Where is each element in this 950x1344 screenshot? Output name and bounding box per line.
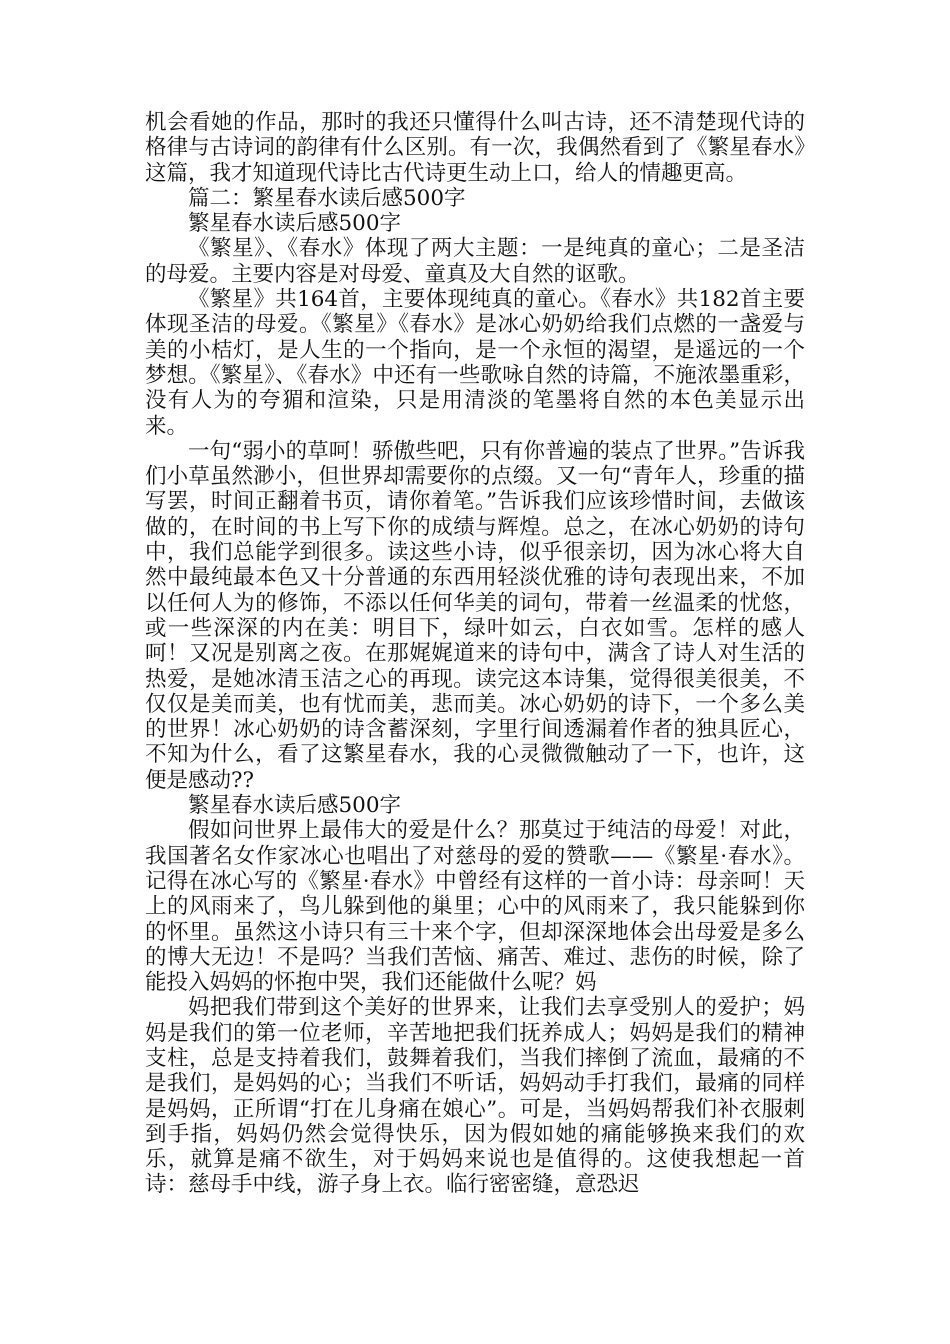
paragraph-mother-love: 假如问世界上最伟大的爱是什么？那莫过于纯洁的母爱！对此，我国著名女作家冰心也唱出了对慈母的爱的赞歌——《繁星·春水》。记得在冰心写的《繁星·春水》中曾经有这样的一首小诗：母亲呵！天上的风雨来了，鸟儿躲到他的巢里；心中的风雨来了，我只能躲到你的怀里。虽然这小诗只有三十来个字，但却深深地体会出母爱是多么的博大无边！不是吗？当我们苦恼、痛苦、难过、悲伤的时候，除了能投入妈妈的怀抱中哭，我们还能做什么呢？妈 — [145, 818, 805, 996]
paragraph-poem-counts: 《繁星》共164首，主要体现纯真的童心。《春水》共182首主要体现圣洁的母爱。《繁星》《春水》是冰心奶奶给我们点燃的一盏爱与美的小桔灯，是人生的一个指向，是一个永恒的渴望，是遥远的一个梦想。《繁星》、《春水》中还有一些歌咏自然的诗篇，不施浓墨重彩，没有人为的夸猸和渲染，只是用清淡的笔墨将自然的本色美显示出来。 — [145, 287, 805, 439]
document-page — [145, 110, 805, 1198]
section-heading-part-two: 篇二：繁星春水读后感500字 — [188, 185, 466, 211]
essay-title-1: 繁星春水读后感500字 — [188, 211, 402, 237]
paragraph-themes: 《繁星》、《春水》体现了两大主题：一是纯真的童心；二是圣洁的母爱。主要内容是对母爱、童真及大自然的讴歌。 — [145, 236, 805, 287]
essay-title-2: 繁星春水读后感500字 — [188, 793, 402, 819]
paragraph-intro: 机会看她的作品，那时的我还只懂得什么叫古诗，还不清楚现代诗的格律与古诗词的韵律有什么区别。有一次，我偶然看到了《繁星春水》这篇，我才知道现代诗比古代诗更生动上口，给人的情趣更高。 — [145, 110, 805, 186]
paragraph-quotes: 一句“弱小的草呵！骄傲些吧，只有你普遍的装点了世界。”告诉我们小草虽然渺小，但世界却需要你的点缀。又一句“青年人，珍重的描写罢，时间正翻着书页，请你着笔。”告诉我们应该珍惜时间，去做该做的，在时间的书上写下你的成绩与辉煌。总之，在冰心奶奶的诗句中，我们总能学到很多。读这些小诗，似乎很亲切，因为冰心将大自然中最纯最本色又十分普通的东西用轻淡优雅的诗句表现出来，不加以任何人为的修饰，不添以任何华美的词句，带着一丝温柔的忧悠，或一些深深的内在美：明目下，绿叶如云，白衣如雪。怎样的感人呵！又况是别离之夜。在那娓娓道来的诗句中，满含了诗人对生活的热爱，是她冰清玉洁之心的再现。读完这本诗集，觉得很美很美，不仅仅是美而美，也有忧而美，悲而美。冰心奶奶的诗下，一个多么美的世界！冰心奶奶的诗含蓄深刻，字里行间透漏着作者的独具匠心，不知为什么，看了这繁星春水，我的心灵微微触动了一下，也许，这便是感动?? — [145, 438, 805, 793]
paragraph-mother-care: 妈把我们带到这个美好的世界来，让我们去享受别人的爱护；妈妈是我们的第一位老师，辛苦地把我们抚养成人；妈妈是我们的精神支柱，总是支持着我们，鼓舞着我们，当我们摔倒了流血，最痛的不是我们，是妈妈的心；当我们不听话，妈妈动手打我们，最痛的同样是妈妈，正所谓“打在儿身痛在娘心”。可是，当妈妈帮我们补衣服刺到手指，妈妈仍然会觉得快乐，因为假如她的痛能够换来我们的欢乐，就算是痛不欲生，对于妈妈来说也是值得的。这使我想起一首诗：慈母手中线，游子身上衣。临行密密缝，意恐迟 — [145, 995, 805, 1198]
